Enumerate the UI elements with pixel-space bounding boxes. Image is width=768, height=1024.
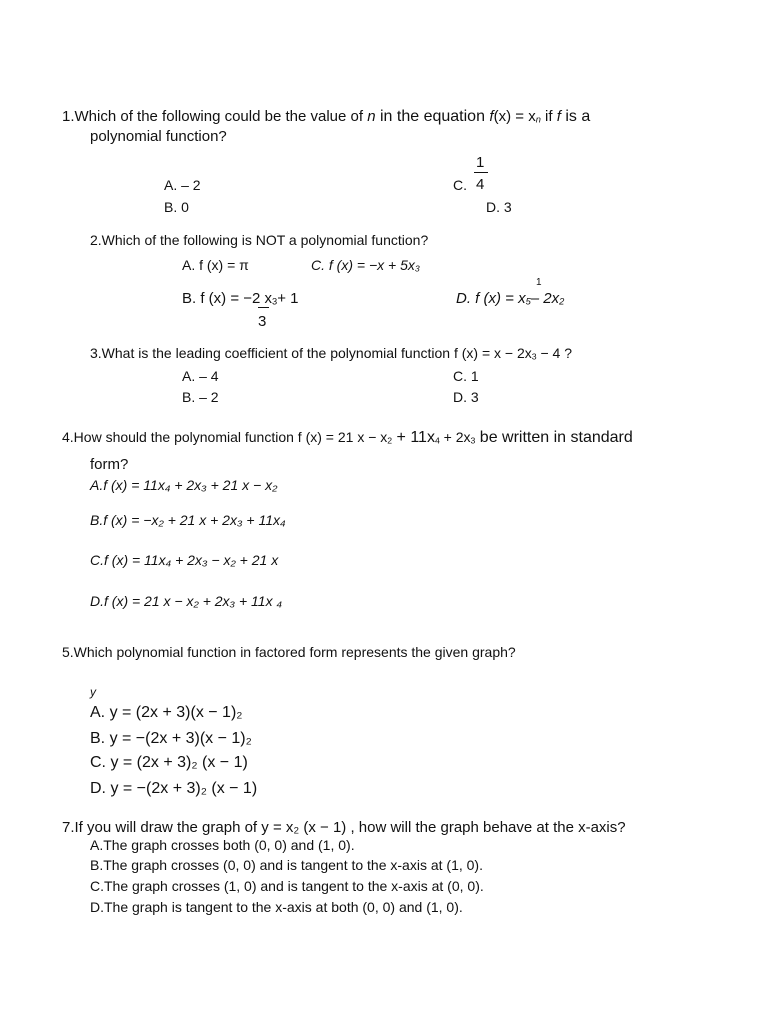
q1-opt-c-fraction-bar bbox=[474, 172, 488, 173]
q3-option-a[interactable]: A. – 4 bbox=[182, 368, 219, 384]
q3-stem-tail: − 4 ? bbox=[536, 345, 573, 361]
q3-option-b[interactable]: B. – 2 bbox=[182, 389, 219, 405]
q4-stem-exp2: 4 bbox=[434, 435, 440, 446]
q1-stem-line2: polynomial function? bbox=[90, 128, 227, 145]
q5-option-c[interactable]: C. y = (2x + 3)₂ (x − 1) bbox=[90, 754, 248, 771]
q1-option-c-label[interactable]: C. bbox=[453, 177, 467, 193]
q5-option-a[interactable]: A. y = (2x + 3)(x − 1)₂ bbox=[90, 704, 243, 721]
q2-option-b-exp: 3 bbox=[272, 296, 278, 307]
q7-stem: 7.If you will draw the graph of y = x₂ (x − 1) , how will the graph behave at the x-axis? bbox=[62, 819, 626, 836]
q2-option-c[interactable] bbox=[311, 258, 420, 272]
q1-is-a: is a bbox=[560, 108, 591, 125]
q2-option-d-tail: – 2x bbox=[530, 290, 560, 307]
q3-option-c[interactable]: C. 1 bbox=[453, 368, 479, 384]
q4-stem-tail: be written in standard bbox=[475, 429, 633, 446]
q1-opt-c-numerator: 1 bbox=[476, 154, 485, 171]
q1-number: 1. bbox=[62, 108, 75, 125]
q7-option-d[interactable]: D.The graph is tangent to the x-axis at both (0, 0) and (1, 0). bbox=[90, 899, 463, 915]
q3-stem-text: 3.What is the leading coefficient of the polynomial function f (x) = x − 2x bbox=[90, 345, 532, 361]
q2-option-b[interactable] bbox=[182, 291, 298, 306]
q2-option-a[interactable]: A. f (x) = π bbox=[182, 257, 249, 273]
q4-stem-exp3: 3 bbox=[470, 435, 476, 446]
q4-option-c[interactable]: C.f (x) = 11x₄ + 2x₃ − x₂ + 21 x bbox=[90, 552, 279, 568]
q1-option-d[interactable]: D. 3 bbox=[486, 199, 512, 215]
q4-stem bbox=[62, 430, 633, 446]
q1-option-b[interactable]: B. 0 bbox=[164, 199, 189, 215]
q4-stem-exp1: 2 bbox=[387, 435, 393, 446]
q1-stem-text: Which of the following could be the value of bbox=[74, 108, 368, 125]
q1-exp: n bbox=[535, 114, 541, 125]
q5-option-b[interactable]: B. y = −(2x + 3)(x − 1)₂ bbox=[90, 730, 252, 747]
q3-option-d[interactable]: D. 3 bbox=[453, 389, 479, 405]
q2-option-d-exp: 5 bbox=[525, 296, 531, 307]
q1-stem bbox=[62, 109, 590, 125]
q4-option-d[interactable]: D.f (x) = 21 x − x₂ + 2x₃ + 11x ₄ bbox=[90, 593, 283, 609]
q1-var-n: n bbox=[367, 108, 376, 125]
q2-option-b-tail: + 1 bbox=[277, 290, 299, 307]
q7-option-a[interactable]: A.The graph crosses both (0, 0) and (1, 0). bbox=[90, 837, 355, 853]
q2-option-c-text: C. f (x) = −x + 5x bbox=[311, 257, 415, 273]
q7-option-b[interactable]: B.The graph crosses (0, 0) and is tangent to the x-axis at (1, 0). bbox=[90, 857, 483, 873]
q2-option-d-sup: 1 bbox=[536, 277, 542, 288]
q1-eq: = x bbox=[511, 108, 536, 125]
q2-option-b-text: B. f (x) = −2 x bbox=[182, 290, 273, 307]
q2-option-c-exp: 3 bbox=[414, 263, 420, 274]
q2-option-b-fraction-bar bbox=[258, 307, 269, 308]
q4-option-a[interactable]: A.f (x) = 11x₄ + 2x₃ + 21 x − x₂ bbox=[90, 477, 278, 493]
q3-stem-exp: 3 bbox=[531, 351, 537, 362]
q4-stem-line2: form? bbox=[90, 456, 129, 473]
q1-stem-text-2: in the equation bbox=[375, 108, 490, 125]
q4-stem-text: 4.How should the polynomial function f (x) = 21 x − x bbox=[62, 429, 388, 445]
q2-option-d-text: D. f (x) = x bbox=[456, 290, 526, 307]
q5-stem: 5.Which polynomial function in factored form represents the given graph? bbox=[62, 644, 516, 660]
q4-stem-term2: + 11x bbox=[392, 429, 435, 446]
q5-option-d[interactable]: D. y = −(2x + 3)₂ (x − 1) bbox=[90, 780, 258, 797]
q5-graph-y-label: y bbox=[90, 685, 96, 699]
q1-var-f2: f bbox=[556, 108, 561, 125]
q2-stem: 2.Which of the following is NOT a polynomial function? bbox=[90, 232, 429, 248]
q3-stem bbox=[90, 346, 572, 360]
q2-option-b-denominator: 3 bbox=[258, 313, 267, 330]
q4-stem-term3: + 2x bbox=[439, 429, 471, 445]
q1-opt-c-denominator: 4 bbox=[476, 176, 485, 193]
q2-option-d[interactable] bbox=[456, 291, 564, 306]
q1-arg: (x) bbox=[493, 108, 512, 125]
q2-option-d-exp2: 2 bbox=[559, 296, 565, 307]
q1-option-a[interactable]: A. – 2 bbox=[164, 177, 201, 193]
q7-option-c[interactable]: C.The graph crosses (1, 0) and is tangent to the x-axis at (0, 0). bbox=[90, 878, 484, 894]
q1-var-f: f bbox=[489, 108, 494, 125]
q4-option-b[interactable]: B.f (x) = −x₂ + 21 x + 2x₃ + 11x₄ bbox=[90, 512, 286, 528]
q1-if: if bbox=[540, 108, 557, 125]
